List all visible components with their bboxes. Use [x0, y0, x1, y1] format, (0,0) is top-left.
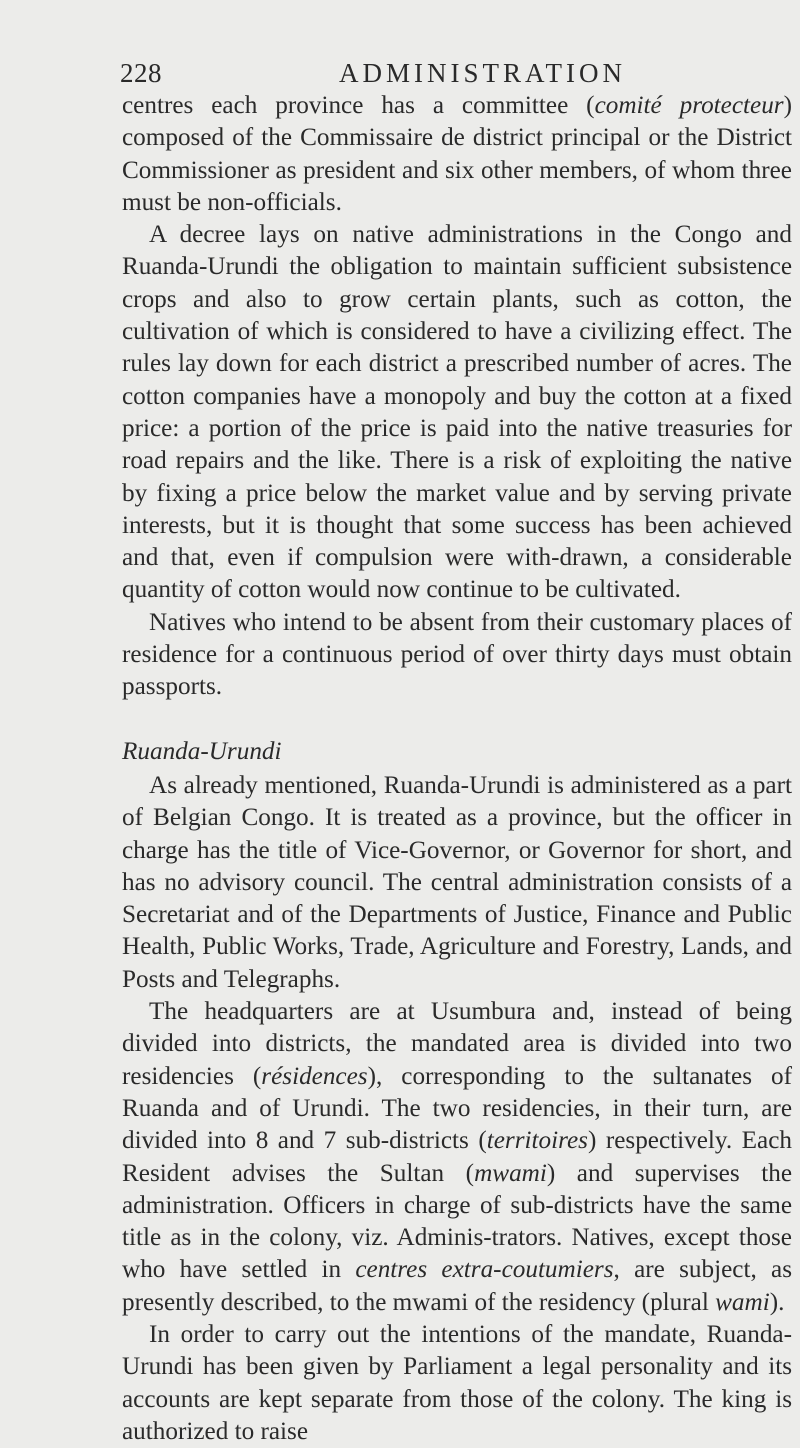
- italic-term: résidences: [261, 1062, 368, 1090]
- running-title: ADMINISTRATION: [339, 58, 626, 88]
- body-text: [122, 90, 792, 1448]
- italic-term: territoires: [486, 1127, 588, 1155]
- italic-term: wami: [715, 1288, 770, 1316]
- page-number: 228: [120, 58, 162, 88]
- paragraph-administration: As already mentioned, Ruanda-Urundi is administered as a part of Belgian Congo. It is treated as a province, but the officer in charge has the title of Vice-Governor, or Governor for short, and has no advisory council. The central administration consists of a Secretariat and of the Departments of Justice, Finance and Public Health, Public Works, Trade, Agriculture and Forestry, Lands, and Posts and Telegraphs.: [122, 771, 792, 993]
- italic-term: centres extra-coutumiers: [355, 1256, 614, 1284]
- paragraph-committee: centres each province has a committee (comité protecteur) composed of the Commissaire de district principal or the District Commissioner as president and six other members, of whom three must be non-officials.: [122, 92, 792, 216]
- paragraph-passports: Natives who intend to be absent from their customary places of residence for a continuous period of over thirty days must obtain passports.: [122, 608, 792, 701]
- italic-term: mwami: [474, 1159, 547, 1187]
- paragraph-mandate: In order to carry out the intentions of the mandate, Ruanda-Urundi has been given by Parliament a legal personality and its accounts are kept separate from those of the colony. The king is authorized to raise: [122, 1320, 792, 1445]
- paragraph-residencies: The headquarters are at Usumbura and, instead of being divided into districts, the mandated area is divided into two residencies (résidences), corresponding to the sultanates of Ruanda and of Urundi. The two residencies, in their turn, are divided into 8 and 7 sub-districts (territoires) respectively. Each Resident advises the Sultan (mwami) and supervises the administration. Officers in charge of sub-districts have the same title as in the colony, viz. Adminis-trators. Natives, except those who have settled in centres extra-coutumiers, are subject, as presently described, to the mwami of the residency (plural wami).: [122, 998, 793, 1316]
- italic-term: comité protecteur: [594, 92, 784, 119]
- running-head: [0, 58, 800, 94]
- section-heading: Ruanda-Urundi: [122, 737, 282, 765]
- paragraph-cotton-decree: A decree lays on native administrations in the Congo and Ruanda-Urundi the obligation to maintain sufficient subsistence crops and also to grow certain plants, such as cotton, the cultivation of which is considered to have a civilizing effect. The rules lay down for each district a prescribed number of acres. The cotton companies have a monopoly and buy the cotton at a fixed price: a portion of the price is paid into the native treasuries for road repairs and the like. There is a risk of exploiting the native by fixing a price below the market value and by serving private interests, but it is thought that some success has been achieved and that, even if compulsion were with-drawn, a considerable quantity of cotton would now continue to be cultivated.: [122, 221, 792, 604]
